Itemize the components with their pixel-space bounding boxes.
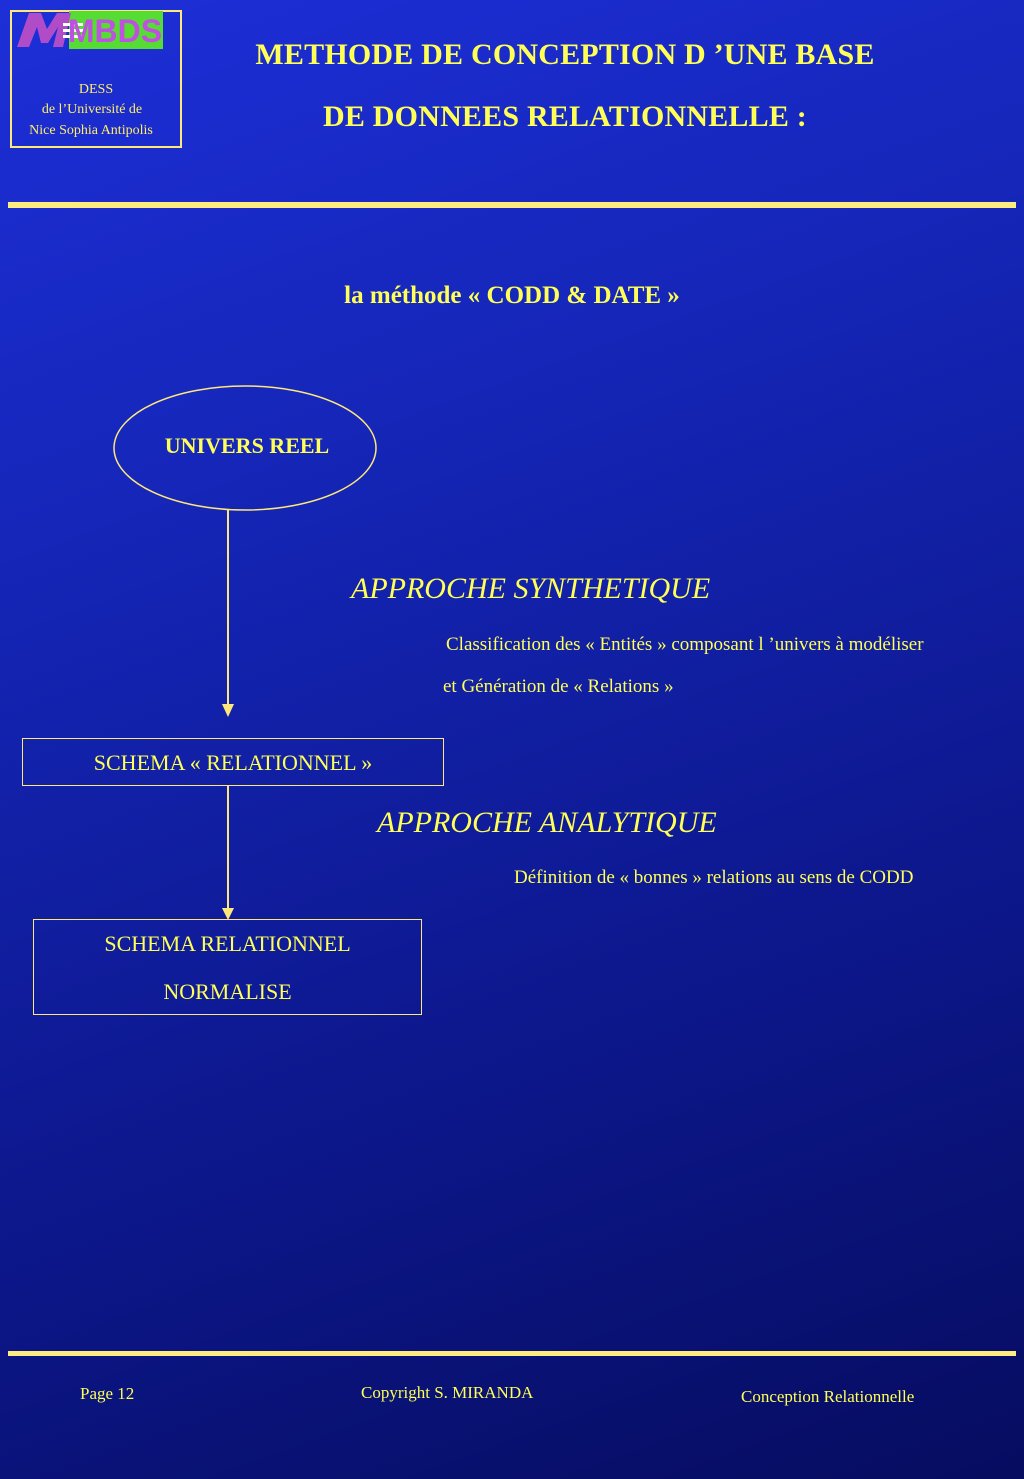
logo-university: de l’Université de: [41, 102, 143, 117]
schema-relationnel-label: SCHEMA « RELATIONNEL »: [93, 750, 373, 775]
approche-synthetique-title: APPROCHE SYNTHETIQUE: [351, 572, 711, 605]
footer-course-name: Conception Relationnelle: [741, 1387, 915, 1406]
schema-normalise-label-line2: NORMALISE: [163, 979, 292, 1004]
footer-page-number: Page 12: [80, 1384, 135, 1403]
approche-analytique-title: APPROCHE ANALYTIQUE: [377, 806, 717, 839]
footer-copyright: Copyright S. MIRANDA: [361, 1383, 534, 1402]
approche-synthetique-desc-2: et Génération de « Relations »: [443, 676, 674, 697]
approche-synthetique-desc-1: Classification des « Entités » composant l ’univers à modéliser: [446, 634, 924, 655]
logo-dess: DESS: [78, 82, 114, 97]
arrow-head-1: [222, 704, 234, 717]
footer-divider: [8, 1351, 1016, 1356]
page-title-line1: METHODE DE CONCEPTION D ’UNE BASE: [255, 38, 875, 71]
univers-reel-label: UNIVERS REEL: [164, 433, 330, 458]
approche-analytique-desc: Définition de « bonnes » relations au sens de CODD: [514, 867, 914, 888]
page-title-line2: DE DONNEES RELATIONNELLE :: [323, 100, 807, 133]
method-subtitle: la méthode « CODD & DATE »: [344, 282, 680, 309]
logo-wordmark: MBDS: [67, 13, 163, 49]
schema-normalise-label-line1: SCHEMA RELATIONNEL: [104, 931, 351, 956]
logo-location: Nice Sophia Antipolis: [29, 123, 153, 138]
